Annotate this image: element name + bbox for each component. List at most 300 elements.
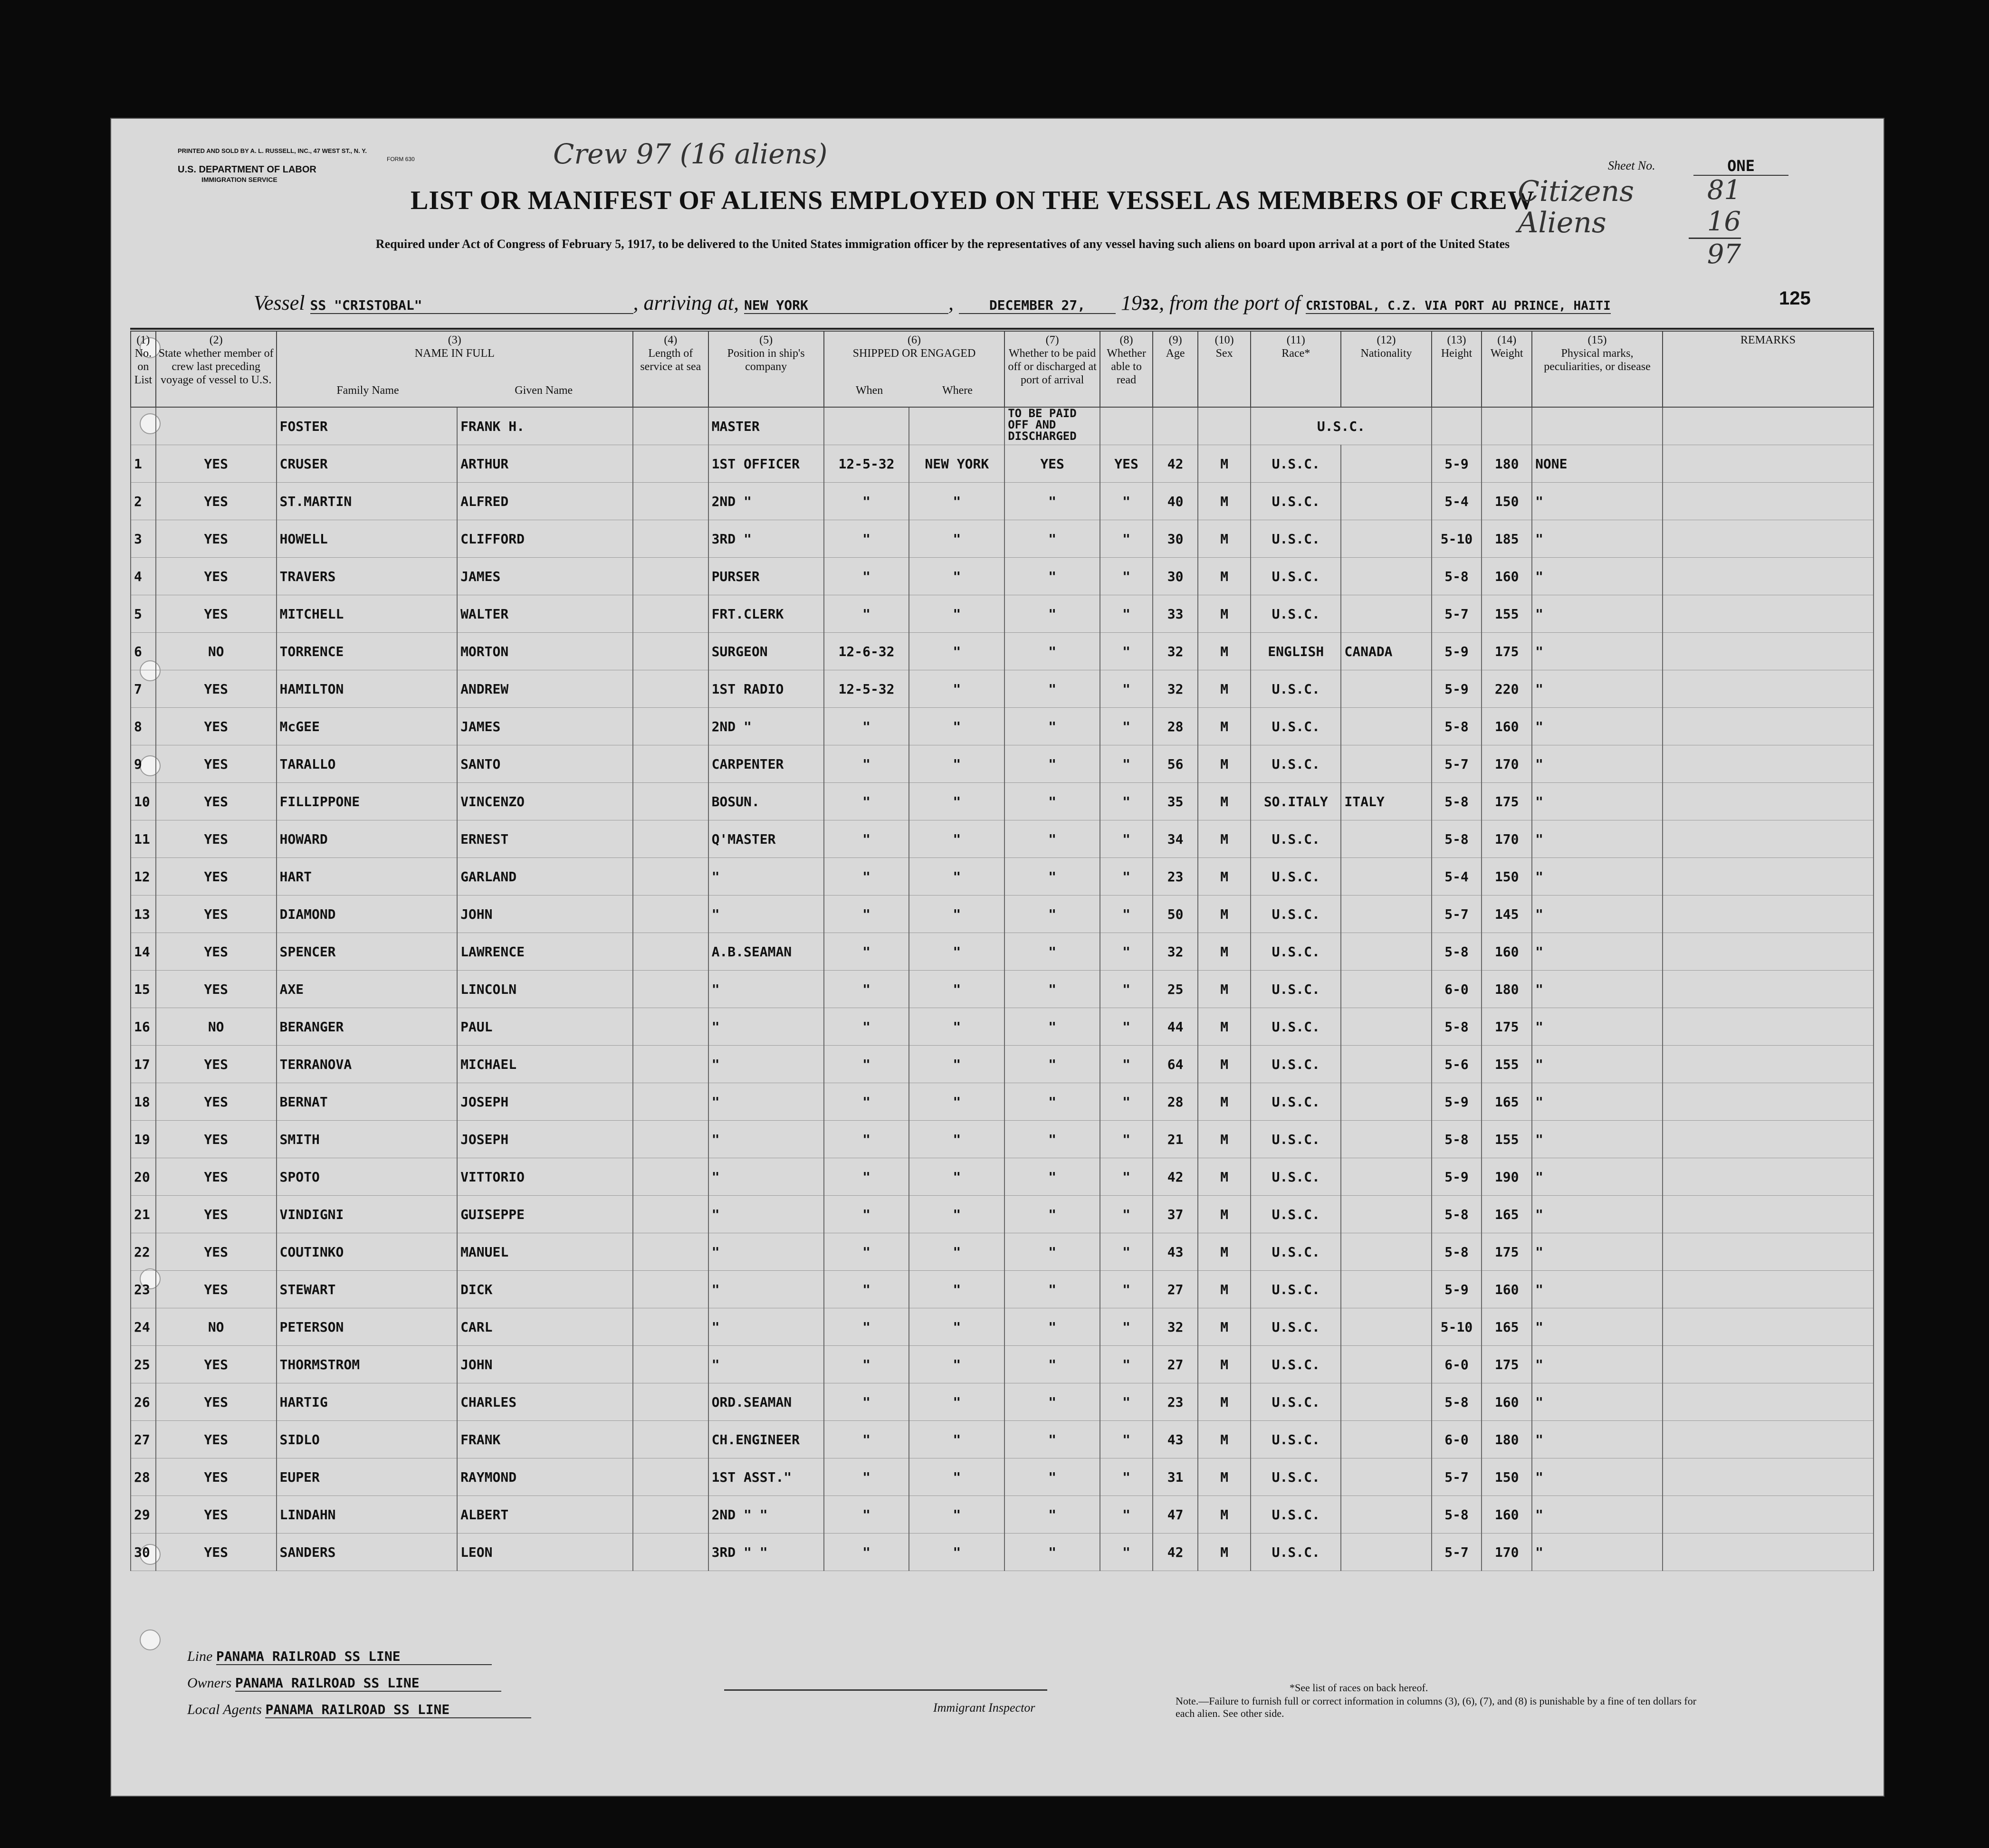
nationality — [1341, 595, 1431, 633]
family-name: HOWELL — [277, 520, 458, 558]
remarks — [1663, 1496, 1874, 1534]
position: " — [708, 895, 824, 933]
crew-row — [131, 670, 1874, 708]
service-length — [633, 1158, 708, 1196]
race: U.S.C. — [1251, 483, 1341, 520]
crew-row — [131, 1534, 1874, 1571]
col-service-length-header: (4) Length of service at sea — [633, 331, 708, 407]
family-name: AXE — [277, 971, 458, 1008]
arrival-date: DECEMBER 27, — [959, 297, 1116, 314]
race: U.S.C. — [1251, 933, 1341, 971]
physical-marks: " — [1532, 670, 1663, 708]
sex: M — [1198, 1271, 1251, 1308]
nationality — [1341, 670, 1431, 708]
sex: M — [1198, 933, 1251, 971]
service-length — [633, 1233, 708, 1271]
age: 31 — [1153, 1458, 1198, 1496]
previous-voyage: YES — [156, 820, 277, 858]
race: U.S.C. — [1251, 858, 1341, 895]
service-length — [633, 558, 708, 595]
weight: 180 — [1482, 1421, 1532, 1458]
previous-voyage: YES — [156, 1383, 277, 1421]
able-to-read: " — [1100, 1083, 1153, 1121]
weight: 160 — [1482, 1271, 1532, 1308]
physical-marks: " — [1532, 1534, 1663, 1571]
nationality — [1341, 708, 1431, 745]
sex: M — [1198, 1458, 1251, 1496]
given-name: LAWRENCE — [457, 933, 633, 971]
service-length — [633, 708, 708, 745]
height: 5-6 — [1432, 1046, 1482, 1083]
service-length — [633, 1271, 708, 1308]
able-to-read: " — [1100, 1046, 1153, 1083]
race: U.S.C. — [1251, 1271, 1341, 1308]
service-length — [633, 633, 708, 670]
header-rule — [130, 328, 1874, 330]
height: 5-8 — [1432, 1496, 1482, 1534]
race: U.S.C. — [1251, 1383, 1341, 1421]
row-number: 29 — [131, 1496, 156, 1534]
row-number: 25 — [131, 1346, 156, 1383]
race: U.S.C. — [1251, 445, 1341, 483]
family-name: CRUSER — [277, 445, 458, 483]
age: 32 — [1153, 670, 1198, 708]
position: " — [708, 1308, 824, 1346]
crew-row — [131, 1008, 1874, 1046]
shipped-when: " — [824, 1346, 909, 1383]
crew-row — [131, 520, 1874, 558]
row-number: 17 — [131, 1046, 156, 1083]
shipped-when: 12-5-32 — [824, 445, 909, 483]
family-name: McGEE — [277, 708, 458, 745]
col-name-header: (3) NAME IN FULL Family Name Given Name — [277, 331, 633, 407]
remarks — [1663, 1346, 1874, 1383]
family-name: HARTIG — [277, 1383, 458, 1421]
row-number: 8 — [131, 708, 156, 745]
sex: M — [1198, 1196, 1251, 1233]
age: 35 — [1153, 783, 1198, 820]
nationality — [1341, 558, 1431, 595]
sex: M — [1198, 745, 1251, 783]
remarks — [1663, 595, 1874, 633]
height: 5-9 — [1432, 633, 1482, 670]
position: " — [708, 1271, 824, 1308]
paid-off: " — [1004, 1308, 1100, 1346]
sex: M — [1198, 558, 1251, 595]
row-number: 18 — [131, 1083, 156, 1121]
physical-marks: " — [1532, 1271, 1663, 1308]
physical-marks: " — [1532, 1046, 1663, 1083]
height: 5-9 — [1432, 1158, 1482, 1196]
given-name: CHARLES — [457, 1383, 633, 1421]
department-name: U.S. DEPARTMENT OF LABOR — [178, 164, 316, 175]
shipped-where: " — [909, 1421, 1004, 1458]
shipped-when: " — [824, 595, 909, 633]
height: 6-0 — [1432, 1421, 1482, 1458]
race: U.S.C. — [1251, 1458, 1341, 1496]
sex: M — [1198, 483, 1251, 520]
shipped-when: " — [824, 1008, 909, 1046]
crew-row — [131, 971, 1874, 1008]
age: 40 — [1153, 483, 1198, 520]
previous-voyage: NO — [156, 1008, 277, 1046]
age: 33 — [1153, 595, 1198, 633]
height: 5-8 — [1432, 1383, 1482, 1421]
paid-off: " — [1004, 1534, 1100, 1571]
row-number: 16 — [131, 1008, 156, 1046]
paid-off: " — [1004, 1233, 1100, 1271]
crew-row — [131, 1383, 1874, 1421]
able-to-read: " — [1100, 1196, 1153, 1233]
race: U.S.C. — [1251, 745, 1341, 783]
service-length — [633, 858, 708, 895]
paid-off: " — [1004, 708, 1100, 745]
remarks — [1663, 1083, 1874, 1121]
given-name: MORTON — [457, 633, 633, 670]
crew-row — [131, 1496, 1874, 1534]
remarks — [1663, 971, 1874, 1008]
given-name: LEON — [457, 1534, 633, 1571]
nationality — [1341, 1534, 1431, 1571]
sex: M — [1198, 633, 1251, 670]
shipped-where: " — [909, 1496, 1004, 1534]
shipped-when: " — [824, 971, 909, 1008]
given-name: ANDREW — [457, 670, 633, 708]
service-length — [633, 933, 708, 971]
able-to-read: " — [1100, 783, 1153, 820]
age: 28 — [1153, 1083, 1198, 1121]
height: 5-8 — [1432, 1121, 1482, 1158]
shipped-when: " — [824, 858, 909, 895]
shipped-where: " — [909, 933, 1004, 971]
weight: 145 — [1482, 895, 1532, 933]
service-length — [633, 1046, 708, 1083]
remarks — [1663, 445, 1874, 483]
weight: 175 — [1482, 1346, 1532, 1383]
age: 64 — [1153, 1046, 1198, 1083]
nationality — [1341, 1496, 1431, 1534]
family-name: TRAVERS — [277, 558, 458, 595]
given-name: JOSEPH — [457, 1083, 633, 1121]
shipped-where: " — [909, 895, 1004, 933]
physical-marks: " — [1532, 1121, 1663, 1158]
crew-row — [131, 783, 1874, 820]
paid-off: " — [1004, 745, 1100, 783]
weight: 160 — [1482, 1383, 1532, 1421]
race: U.S.C. — [1251, 1496, 1341, 1534]
family-name: STEWART — [277, 1271, 458, 1308]
previous-voyage: YES — [156, 1083, 277, 1121]
position: ORD.SEAMAN — [708, 1383, 824, 1421]
col-no-header: (1) No. on List — [131, 331, 156, 407]
sex: M — [1198, 783, 1251, 820]
row-number: 11 — [131, 820, 156, 858]
remarks — [1663, 558, 1874, 595]
physical-marks: " — [1532, 558, 1663, 595]
given-name: VITTORIO — [457, 1158, 633, 1196]
shipped-where: " — [909, 1458, 1004, 1496]
shipped-when: " — [824, 745, 909, 783]
height: 5-8 — [1432, 820, 1482, 858]
paid-off: " — [1004, 971, 1100, 1008]
family-name: VINDIGNI — [277, 1196, 458, 1233]
race: U.S.C. — [1251, 1534, 1341, 1571]
height: 5-7 — [1432, 745, 1482, 783]
age: 37 — [1153, 1196, 1198, 1233]
position: Q'MASTER — [708, 820, 824, 858]
race: U.S.C. — [1251, 595, 1341, 633]
page-number: 125 — [1779, 288, 1811, 309]
previous-voyage: NO — [156, 633, 277, 670]
given-name: ARTHUR — [457, 445, 633, 483]
row-number: 3 — [131, 520, 156, 558]
family-name: TERRANOVA — [277, 1046, 458, 1083]
weight: 185 — [1482, 520, 1532, 558]
sheet-label: Sheet No. — [1608, 159, 1655, 172]
printer-credit: PRINTED AND SOLD BY A. L. RUSSELL, INC., 47 WEST ST., N. Y. — [178, 147, 367, 154]
given-name: VINCENZO — [457, 783, 633, 820]
given-name: ALFRED — [457, 483, 633, 520]
previous-voyage: YES — [156, 783, 277, 820]
col-nationality-header: (12) Nationality — [1341, 331, 1431, 407]
position: " — [708, 1346, 824, 1383]
sex: M — [1198, 1496, 1251, 1534]
race: U.S.C. — [1251, 971, 1341, 1008]
height: 6-0 — [1432, 971, 1482, 1008]
remarks — [1663, 1008, 1874, 1046]
position: A.B.SEAMAN — [708, 933, 824, 971]
weight: 165 — [1482, 1308, 1532, 1346]
line-field: Line PANAMA RAILROAD SS LINE — [187, 1648, 492, 1665]
paid-off: " — [1004, 858, 1100, 895]
physical-marks: " — [1532, 1158, 1663, 1196]
able-to-read: " — [1100, 1271, 1153, 1308]
able-to-read: " — [1100, 820, 1153, 858]
sex: M — [1198, 1346, 1251, 1383]
given-name: FRANK — [457, 1421, 633, 1458]
shipped-where: " — [909, 1271, 1004, 1308]
height: 5-8 — [1432, 1008, 1482, 1046]
able-to-read: " — [1100, 1458, 1153, 1496]
race: U.S.C. — [1251, 1083, 1341, 1121]
row-number: 2 — [131, 483, 156, 520]
previous-voyage: YES — [156, 1496, 277, 1534]
position: 1ST RADIO — [708, 670, 824, 708]
previous-voyage: YES — [156, 483, 277, 520]
able-to-read: " — [1100, 1496, 1153, 1534]
paid-off: " — [1004, 783, 1100, 820]
physical-marks: " — [1532, 1383, 1663, 1421]
service-length — [633, 820, 708, 858]
position: " — [708, 1046, 824, 1083]
weight: 175 — [1482, 1008, 1532, 1046]
remarks — [1663, 1308, 1874, 1346]
position: 1ST ASST." — [708, 1458, 824, 1496]
sex: M — [1198, 1046, 1251, 1083]
sex: M — [1198, 820, 1251, 858]
service-length — [633, 1346, 708, 1383]
departure-port: CRISTOBAL, C.Z. VIA PORT AU PRINCE, HAITI — [1305, 299, 1611, 313]
service-name: IMMIGRATION SERVICE — [201, 176, 277, 183]
able-to-read: " — [1100, 483, 1153, 520]
service-length — [633, 595, 708, 633]
physical-marks: " — [1532, 708, 1663, 745]
weight: 160 — [1482, 708, 1532, 745]
crew-row — [131, 595, 1874, 633]
row-number: 5 — [131, 595, 156, 633]
age: 30 — [1153, 520, 1198, 558]
crew-row — [131, 1308, 1874, 1346]
age: 43 — [1153, 1233, 1198, 1271]
race: U.S.C. — [1251, 708, 1341, 745]
paid-off: " — [1004, 483, 1100, 520]
shipped-where: NEW YORK — [909, 445, 1004, 483]
row-number: 13 — [131, 895, 156, 933]
weight: 160 — [1482, 558, 1532, 595]
shipped-when: " — [824, 1383, 909, 1421]
height: 5-8 — [1432, 933, 1482, 971]
paid-off: " — [1004, 1196, 1100, 1233]
paid-off: " — [1004, 1496, 1100, 1534]
weight: 180 — [1482, 445, 1532, 483]
nationality — [1341, 1158, 1431, 1196]
shipped-where: " — [909, 1008, 1004, 1046]
able-to-read: " — [1100, 745, 1153, 783]
service-length — [633, 1534, 708, 1571]
row-number: 14 — [131, 933, 156, 971]
able-to-read: " — [1100, 895, 1153, 933]
position: " — [708, 1121, 824, 1158]
service-length — [633, 1383, 708, 1421]
position: PURSER — [708, 558, 824, 595]
tally-labels: Citizens Aliens — [1518, 175, 1634, 239]
remarks — [1663, 708, 1874, 745]
service-length — [633, 1421, 708, 1458]
physical-marks: " — [1532, 1421, 1663, 1458]
age: 56 — [1153, 745, 1198, 783]
crew-row — [131, 633, 1874, 670]
given-name: CARL — [457, 1308, 633, 1346]
col-weight-header: (14) Weight — [1482, 331, 1532, 407]
weight: 150 — [1482, 483, 1532, 520]
nationality — [1341, 1121, 1431, 1158]
height: 5-9 — [1432, 670, 1482, 708]
age: 32 — [1153, 633, 1198, 670]
remarks — [1663, 1534, 1874, 1571]
manifest-sheet — [110, 118, 1884, 1797]
age: 23 — [1153, 858, 1198, 895]
position: " — [708, 1083, 824, 1121]
age: 21 — [1153, 1121, 1198, 1158]
race: U.S.C. — [1251, 895, 1341, 933]
row-number: 6 — [131, 633, 156, 670]
able-to-read: " — [1100, 1421, 1153, 1458]
able-to-read: " — [1100, 1008, 1153, 1046]
handwritten-crew-count: Crew 97 (16 aliens) — [553, 138, 828, 170]
sex: M — [1198, 1121, 1251, 1158]
weight: 190 — [1482, 1158, 1532, 1196]
paid-off: " — [1004, 820, 1100, 858]
column-header-row — [131, 331, 1874, 407]
shipped-where: " — [909, 1346, 1004, 1383]
family-name: HAMILTON — [277, 670, 458, 708]
paid-off: " — [1004, 1083, 1100, 1121]
nationality — [1341, 1046, 1431, 1083]
shipped-where: " — [909, 1121, 1004, 1158]
row-number: 12 — [131, 858, 156, 895]
shipped-where: " — [909, 670, 1004, 708]
nationality — [1341, 895, 1431, 933]
position: " — [708, 971, 824, 1008]
document-title: LIST OR MANIFEST OF ALIENS EMPLOYED ON THE VESSEL AS MEMBERS OF CREW — [411, 186, 1535, 215]
family-name: SMITH — [277, 1121, 458, 1158]
service-length — [633, 1083, 708, 1121]
height: 5-7 — [1432, 595, 1482, 633]
able-to-read: " — [1100, 1233, 1153, 1271]
penalty-note: Note.—Failure to furnish full or correct information in columns (3), (6), (7), and (8) is punishable by a fine of ten dollars for each alien. See other side. — [1176, 1695, 1697, 1719]
weight: 160 — [1482, 1496, 1532, 1534]
col-prev-voyage-header: (2) State whether member of crew last preceding voyage of vessel to U.S. — [156, 331, 277, 407]
inspector-label: Immigrant Inspector — [933, 1701, 1035, 1715]
able-to-read: " — [1100, 633, 1153, 670]
position: 2ND " " — [708, 1496, 824, 1534]
crew-row — [131, 558, 1874, 595]
shipped-where: " — [909, 1383, 1004, 1421]
shipped-when: " — [824, 483, 909, 520]
physical-marks: " — [1532, 1458, 1663, 1496]
age: 42 — [1153, 445, 1198, 483]
paid-off: " — [1004, 933, 1100, 971]
height: 5-10 — [1432, 1308, 1482, 1346]
family-name: THORMSTROM — [277, 1346, 458, 1383]
remarks — [1663, 858, 1874, 895]
nationality — [1341, 1308, 1431, 1346]
nationality — [1341, 1346, 1431, 1383]
position: " — [708, 1233, 824, 1271]
family-name: SIDLO — [277, 1421, 458, 1458]
previous-voyage: YES — [156, 558, 277, 595]
race: U.S.C. — [1251, 1196, 1341, 1233]
physical-marks: " — [1532, 483, 1663, 520]
shipped-when: " — [824, 520, 909, 558]
shipped-when: " — [824, 1308, 909, 1346]
age: 27 — [1153, 1271, 1198, 1308]
height: 5-4 — [1432, 858, 1482, 895]
sex: M — [1198, 1158, 1251, 1196]
previous-voyage: YES — [156, 971, 277, 1008]
shipped-where: " — [909, 483, 1004, 520]
nationality — [1341, 445, 1431, 483]
nationality — [1341, 858, 1431, 895]
nationality — [1341, 745, 1431, 783]
paid-off: " — [1004, 1346, 1100, 1383]
race: SO.ITALY — [1251, 783, 1341, 820]
vessel-name: SS "CRISTOBAL" — [310, 297, 633, 314]
weight: 150 — [1482, 858, 1532, 895]
shipped-where: " — [909, 820, 1004, 858]
nationality — [1341, 1083, 1431, 1121]
arrival-year: 32 — [1141, 297, 1159, 314]
document-subtitle: Required under Act of Congress of February 5, 1917, to be delivered to the United States immigration officer by the representatives of any vessel having such aliens on board upon arrival at a port of the United States — [375, 237, 1510, 251]
remarks — [1663, 1383, 1874, 1421]
shipped-when: " — [824, 1271, 909, 1308]
race: U.S.C. — [1251, 1008, 1341, 1046]
family-name: LINDAHN — [277, 1496, 458, 1534]
given-name: JOHN — [457, 1346, 633, 1383]
paid-off: " — [1004, 1008, 1100, 1046]
previous-voyage: NO — [156, 1308, 277, 1346]
shipped-when: " — [824, 783, 909, 820]
